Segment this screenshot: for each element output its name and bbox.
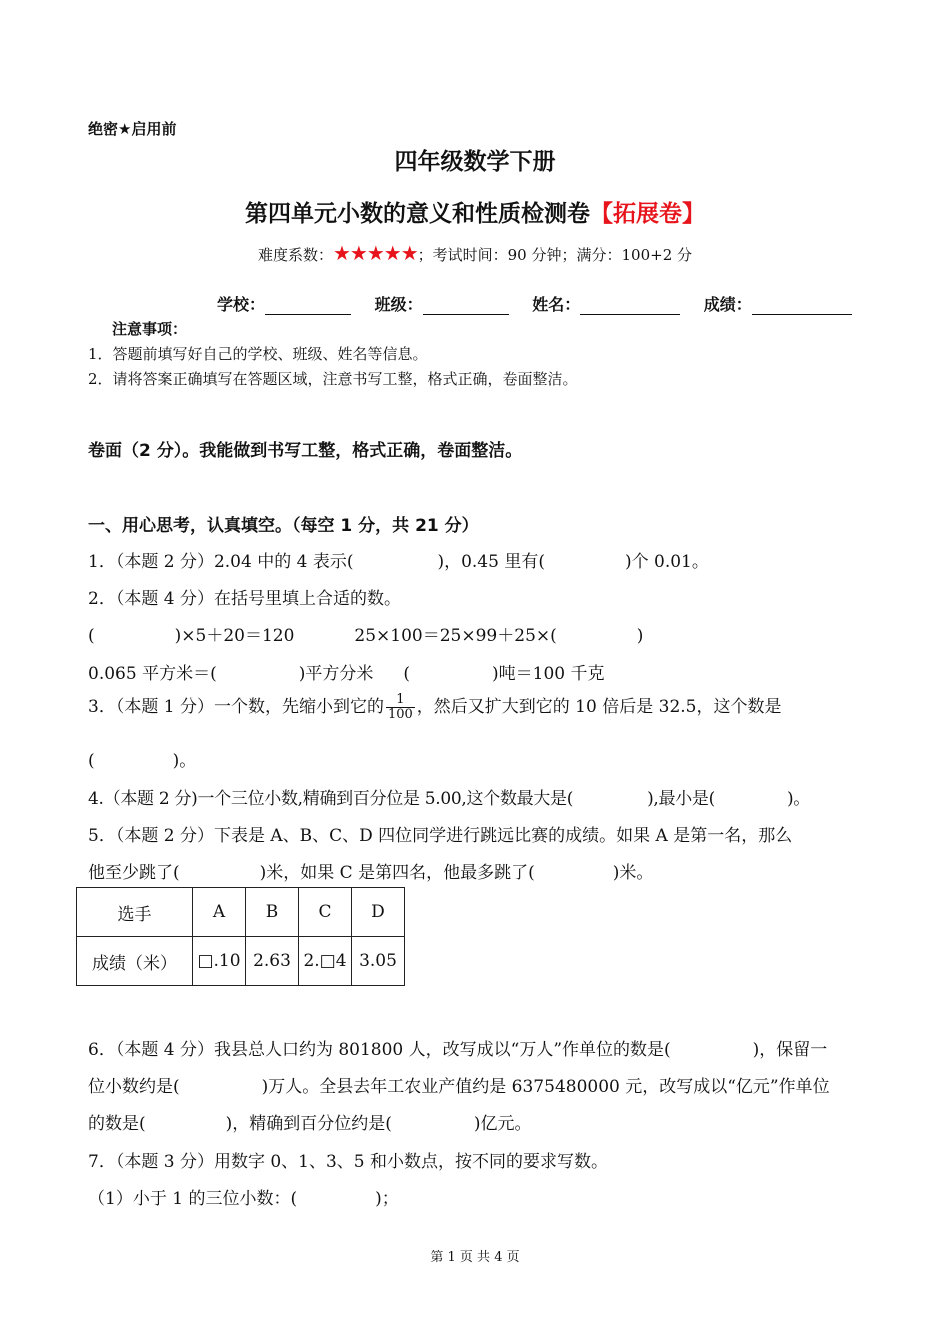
subtitle-main: 第四单元小数的意义和性质检测卷	[245, 201, 590, 227]
score-label: 成绩：	[703, 295, 752, 314]
notice-title: 注意事项：	[112, 320, 188, 338]
table-header-cell: 选手	[77, 888, 193, 937]
name-label: 姓名：	[532, 295, 581, 314]
table-cell: 2.63	[246, 937, 299, 986]
table-cell: □.10	[193, 937, 246, 986]
secret-label: 绝密★启用前	[88, 120, 177, 138]
section-heading: 一、用心思考，认真填空。（每空 1 分，共 21 分）	[88, 516, 479, 536]
question-5: 5．（本题 2 分）下表是 A、B、C、D 四位同学进行跳远比赛的成绩。如果 A 是第一名，那么	[88, 826, 793, 846]
name-field[interactable]	[532, 292, 680, 315]
table-header-cell: A	[193, 888, 246, 937]
exam-meta-rest: ；考试时间：90 分钟；满分：100+2 分	[417, 246, 693, 264]
school-input-line[interactable]	[265, 296, 351, 315]
school-field[interactable]	[217, 292, 351, 315]
table-header-row	[77, 888, 405, 937]
table-header-cell: B	[246, 888, 299, 937]
class-label: 班级：	[374, 295, 423, 314]
question-2-line-2: 0.065 平方米＝( )平方分米 ( )吨＝100 千克	[88, 664, 605, 684]
fraction: $\frac{1}{100}$	[387, 692, 413, 722]
notice-item: 2．请将答案正确填写在答题区域，注意书写工整，格式正确，卷面整洁。	[88, 370, 578, 388]
question-3-line-2: ( )。	[88, 751, 197, 771]
subtitle-tag: 【拓展卷】	[590, 201, 705, 227]
question-2: 2．（本题 4 分）在括号里填上合适的数。	[88, 589, 401, 609]
table-cell: 3.05	[352, 937, 405, 986]
table-header-cell: C	[299, 888, 352, 937]
class-input-line[interactable]	[423, 296, 509, 315]
question-6-line-3: 的数是( )，精确到百分位约是( )亿元。	[88, 1114, 532, 1134]
page-title: 四年级数学下册	[394, 149, 556, 175]
question-2-line-1: ( )×5＋20＝120 25×100＝25×99＋25×( )	[88, 626, 644, 646]
exam-meta	[0, 241, 950, 265]
class-field[interactable]	[375, 292, 509, 315]
question-7-part-1: （1）小于 1 的三位小数：( )；	[88, 1189, 399, 1209]
question-1: 1．（本题 2 分）2.04 中的 4 表示( )，0.45 里有( )个 0.01。	[88, 552, 709, 572]
table-cell: 成绩（米）	[77, 937, 193, 986]
scores-table	[76, 887, 405, 986]
score-input-line[interactable]	[752, 296, 852, 315]
score-field[interactable]	[704, 292, 852, 315]
table-cell: 2.□4	[299, 937, 352, 986]
page-footer: 第 1 页 共 4 页	[430, 1250, 520, 1265]
neatness-note: 卷面（2 分）。我能做到书写工整，格式正确，卷面整洁。	[88, 441, 523, 461]
question-6: 6．（本题 4 分）我县总人口约为 801800 人，改写成以“万人”作单位的数是( )，保留一	[88, 1040, 828, 1060]
info-fields	[217, 292, 870, 315]
page-subtitle	[0, 195, 950, 228]
school-label: 学校：	[217, 295, 266, 314]
difficulty-stars-icon: ★★★★★	[332, 241, 418, 265]
question-6-line-2: 位小数约是( )万人。全县去年工农业产值约是 6375480000 元，改写成以“亿元”作单位	[88, 1077, 830, 1097]
question-3: 3．（本题 1 分）一个数，先缩小到它的 $\frac{1}{100}$ ，然后又扩大到它的 10 倍后是 32.5，这个数是	[88, 692, 782, 722]
question-4: 4.（本题 2 分)一个三位小数,精确到百分位是 5.00,这个数最大是( ),最小是( )。	[88, 789, 810, 809]
table-header-cell: D	[352, 888, 405, 937]
table-row	[77, 937, 405, 986]
difficulty-label: 难度系数：	[257, 246, 333, 264]
question-5-line-2: 他至少跳了( )米，如果 C 是第四名，他最多跳了( )米。	[88, 863, 654, 883]
notice-item: 1．答题前填写好自己的学校、班级、姓名等信息。	[88, 345, 428, 363]
name-input-line[interactable]	[580, 296, 680, 315]
question-7: 7．（本题 3 分）用数字 0、1、3、5 和小数点，按不同的要求写数。	[88, 1152, 609, 1172]
